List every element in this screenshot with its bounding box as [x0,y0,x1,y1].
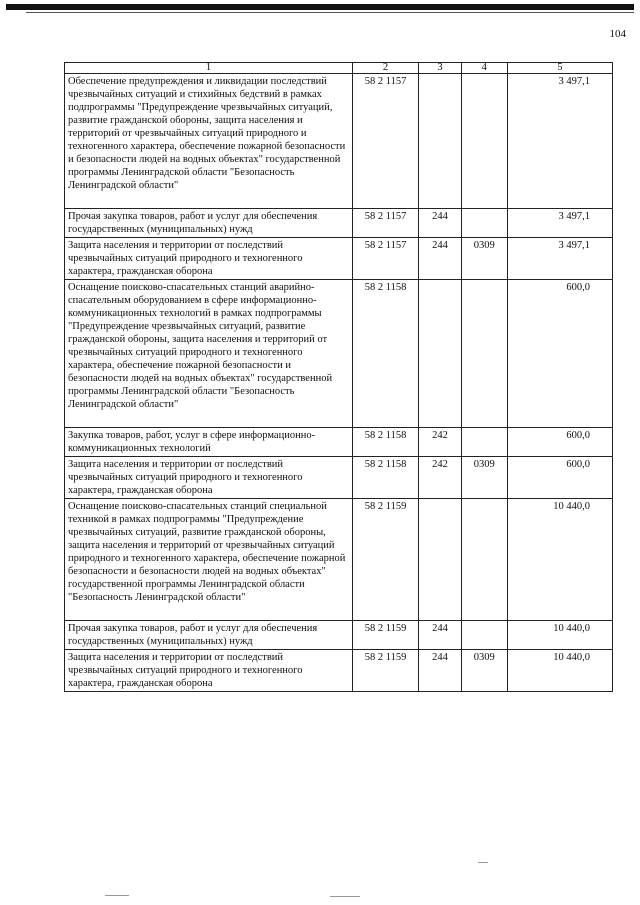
cell-amount: 600,0 [507,457,612,499]
cell-amount: 3 497,1 [507,209,612,238]
column-header-2: 2 [352,63,418,74]
cell-rzpr: 0309 [461,650,507,692]
table-row [65,209,613,238]
cell-vr: 244 [419,621,462,650]
cell-rzpr [461,428,507,457]
cell-vr: 244 [419,238,462,280]
table-row [65,621,613,650]
cell-rzpr [461,499,507,621]
cell-vr [419,499,462,621]
cell-csr: 58 2 1158 [352,280,418,428]
cell-csr: 58 2 1157 [352,238,418,280]
table-row [65,280,613,428]
cell-amount: 10 440,0 [507,499,612,621]
scan-top-border [6,4,634,10]
scan-speck [478,862,488,863]
scan-top-line [26,12,634,13]
cell-description: Прочая закупка товаров, работ и услуг для обеспечения государственных (муниципальных) нужд [65,209,353,238]
cell-rzpr [461,280,507,428]
cell-description: Защита населения и территории от последствий чрезвычайных ситуаций природного и техногенного характера, гражданская оборона [65,650,353,692]
cell-csr: 58 2 1158 [352,457,418,499]
table-body [65,74,613,692]
column-header-4: 4 [461,63,507,74]
cell-csr: 58 2 1157 [352,209,418,238]
table-row [65,238,613,280]
cell-vr: 242 [419,457,462,499]
cell-rzpr: 0309 [461,457,507,499]
cell-csr: 58 2 1159 [352,499,418,621]
cell-amount: 10 440,0 [507,650,612,692]
cell-vr [419,74,462,209]
cell-rzpr: 0309 [461,238,507,280]
scan-speck [330,896,360,897]
cell-rzpr [461,621,507,650]
table-row [65,650,613,692]
table-row [65,457,613,499]
cell-description: Оснащение поисково-спасательных станций специальной техникой в рамках подпрограммы "Предупреждение чрезвычайных ситуаций, развитие гражданской обороны, защита населения и территорий от чрезвычайных ситуаций природного и техногенного характера, обеспечение пожарной безопасности и безопасности людей на водных объектах" государственной программы Ленинградской области "Безопасность Ленинградской области" [65,499,353,621]
cell-description: Оснащение поисково-спасательных станций аварийно-спасательным оборудованием в сфере информационно-коммуникационных технологий в рамках подпрограммы "Предупреждение чрезвычайных ситуаций, развитие гражданской обороны, защита населения и территорий от чрезвычайных ситуаций природного и техногенного характера, обеспечение пожарной безопасности и безопасности людей на водных объектах" государственной программы Ленинградской области "Безопасность Ленинградской области" [65,280,353,428]
page-number: 104 [609,28,626,40]
cell-amount: 3 497,1 [507,238,612,280]
cell-description: Закупка товаров, работ, услуг в сфере информационно-коммуникационных технологий [65,428,353,457]
cell-csr: 58 2 1159 [352,650,418,692]
cell-description: Защита населения и территории от последствий чрезвычайных ситуаций природного и техногенного характера, гражданская оборона [65,238,353,280]
cell-amount: 600,0 [507,280,612,428]
cell-vr [419,280,462,428]
cell-amount: 3 497,1 [507,74,612,209]
cell-rzpr [461,209,507,238]
cell-description: Прочая закупка товаров, работ и услуг для обеспечения государственных (муниципальных) нужд [65,621,353,650]
cell-description: Обеспечение предупреждения и ликвидации последствий чрезвычайных ситуаций и стихийных бедствий в рамках подпрограммы "Предупреждение чрезвычайных ситуаций, развитие гражданской обороны, защита населения и территорий от чрезвычайных ситуаций природного и техногенного характера, обеспечение пожарной безопасности и безопасности людей на водных объектах" государственной программы Ленинградской области "Безопасность Ленинградской области" [65,74,353,209]
cell-amount: 600,0 [507,428,612,457]
cell-csr: 58 2 1159 [352,621,418,650]
column-header-1: 1 [65,63,353,74]
cell-vr: 242 [419,428,462,457]
table-row [65,499,613,621]
cell-vr: 244 [419,209,462,238]
cell-rzpr [461,74,507,209]
column-header-3: 3 [419,63,462,74]
cell-csr: 58 2 1157 [352,74,418,209]
table-row [65,428,613,457]
table-row [65,74,613,209]
table-header-row [65,63,613,74]
column-header-5: 5 [507,63,612,74]
cell-vr: 244 [419,650,462,692]
cell-amount: 10 440,0 [507,621,612,650]
cell-csr: 58 2 1158 [352,428,418,457]
cell-description: Защита населения и территории от последствий чрезвычайных ситуаций природного и техногенного характера, гражданская оборона [65,457,353,499]
scan-speck [105,895,129,896]
budget-table [64,62,613,692]
